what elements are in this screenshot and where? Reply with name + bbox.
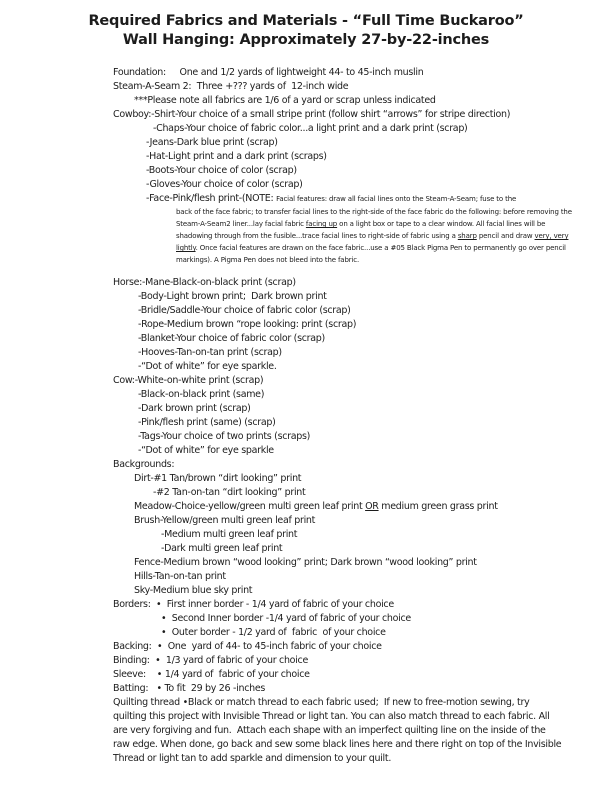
doc-line <box>138 444 612 458</box>
doc-line <box>138 416 612 430</box>
doc-line <box>113 276 612 290</box>
doc-line <box>176 218 612 230</box>
doc-line <box>113 80 612 94</box>
doc-text-segment: -Dark multi green leaf print <box>161 543 283 554</box>
doc-text-segment: Backgrounds: <box>113 459 175 470</box>
doc-line <box>113 374 612 388</box>
doc-line <box>161 612 612 626</box>
document-body <box>0 66 612 766</box>
doc-text-segment: Brush-Yellow/green multi green leaf print <box>134 515 316 526</box>
doc-line <box>134 556 612 570</box>
doc-text-segment: -Medium multi green leaf print <box>161 529 298 540</box>
doc-line <box>134 514 612 528</box>
doc-line <box>113 682 612 696</box>
doc-text-segment: back of the face fabric; to transfer facial lines to the right-side of the face fabric do the following: before removing the <box>176 208 572 216</box>
doc-line <box>113 640 612 654</box>
doc-text-segment: are very forgiving and fun. Attach each shape with an imperfect quilting line on the inside of the <box>113 725 546 736</box>
doc-text-segment: Thread or light tan to add sparkle and dimension to your quilt. <box>113 753 392 764</box>
doc-line <box>161 626 612 640</box>
doc-text-segment: raw edge. When done, go back and sew some black lines here and there right on top of the Invisible <box>113 739 562 750</box>
doc-text-segment: medium green grass print <box>378 501 498 512</box>
doc-text-segment: Sky-Medium blue sky print <box>134 585 253 596</box>
doc-line <box>161 542 612 556</box>
doc-line <box>146 136 612 150</box>
doc-text-segment: markings). A Pigma Pen does not bleed into the fabric. <box>176 256 360 264</box>
doc-text-segment: quilting this project with Invisible Thread or light tan. You can also match thread to each fabric. All <box>113 711 550 722</box>
doc-line <box>113 458 612 472</box>
doc-line <box>113 710 612 724</box>
doc-text-segment: -Black-on-black print (same) <box>138 389 265 400</box>
doc-line <box>161 528 612 542</box>
doc-text-segment: Fence-Medium brown “wood looking” print; Dark brown “wood looking” print <box>134 557 477 568</box>
doc-line <box>134 584 612 598</box>
doc-text-segment: -Boots-Your choice of color (scrap) <box>146 165 297 176</box>
doc-text-segment: -Body-Light brown print; Dark brown print <box>138 291 327 302</box>
doc-text-segment: -Jeans-Dark blue print (scrap) <box>146 137 278 148</box>
doc-text-segment: shadowing through from the fusible...trace facial lines to right-side of fabric using a <box>176 232 458 240</box>
doc-text-segment: -Hooves-Tan-on-tan print (scrap) <box>138 347 282 358</box>
doc-line <box>113 654 612 668</box>
doc-line <box>176 254 612 266</box>
doc-text-segment: • Second Inner border -1/4 yard of fabric of your choice <box>161 613 411 624</box>
doc-text-segment: ***Please note all fabrics are 1/6 of a yard or scrap unless indicated <box>134 95 436 106</box>
doc-line <box>113 668 612 682</box>
doc-line <box>138 332 612 346</box>
doc-line <box>113 598 612 612</box>
doc-text-segment: Quilting thread •Black or match thread to each fabric used; If new to free-motion sewing, try <box>113 697 530 708</box>
doc-line <box>113 696 612 710</box>
doc-text-segment: -Dark brown print (scrap) <box>138 403 251 414</box>
doc-text-segment: -Face-Pink/flesh print-(NOTE: <box>146 193 277 204</box>
doc-text-segment: Steam-A-Seam 2: Three +??? yards of 12-inch wide <box>113 81 349 92</box>
doc-text-segment: facing up <box>305 220 338 228</box>
doc-text-segment: Foundation: One and 1/2 yards of lightweight 44- to 45-inch muslin <box>113 67 424 78</box>
doc-text-segment: Sleeve: • 1/4 yard of fabric of your choice <box>113 669 310 680</box>
doc-text-segment: -Tags-Your choice of two prints (scraps) <box>138 431 311 442</box>
doc-text-segment: -#2 Tan-on-tan “dirt looking” print <box>153 487 306 498</box>
doc-text-segment: -“Dot of white” for eye sparkle. <box>138 361 277 372</box>
doc-line <box>138 402 612 416</box>
doc-text-segment: Binding: • 1/3 yard of fabric of your choice <box>113 655 309 666</box>
doc-line <box>134 472 612 486</box>
doc-text-segment: -Hat-Light print and a dark print (scraps) <box>146 151 327 162</box>
doc-line <box>138 318 612 332</box>
doc-text-segment: -Bridle/Saddle-Your choice of fabric color (scrap) <box>138 305 351 316</box>
doc-line <box>113 752 612 766</box>
doc-line <box>146 192 612 206</box>
doc-text-segment: sharp <box>457 232 477 240</box>
document-title-line2: Wall Hanging: Approximately 27-by-22-inches <box>122 32 490 48</box>
doc-text-segment: Hills-Tan-on-tan print <box>134 571 226 582</box>
doc-line <box>113 724 612 738</box>
doc-text-segment: pencil and draw <box>476 232 535 240</box>
doc-text-segment: -Rope-Medium brown “rope looking: print (scrap) <box>138 319 357 330</box>
doc-text-segment: on a light box or tape to a clear window. All facial lines will be <box>337 220 546 228</box>
doc-line <box>146 150 612 164</box>
doc-line <box>138 388 612 402</box>
doc-text-segment: Backing: • One yard of 44- to 45-inch fabric of your choice <box>113 641 382 652</box>
doc-line <box>153 486 612 500</box>
doc-line <box>134 570 612 584</box>
doc-text-segment: -Gloves-Your choice of color (scrap) <box>146 179 303 190</box>
doc-text-segment: Meadow-Choice-yellow/green multi green leaf print <box>134 501 366 512</box>
doc-text-segment: -Blanket-Your choice of fabric color (scrap) <box>138 333 325 344</box>
doc-line <box>138 290 612 304</box>
doc-line <box>146 164 612 178</box>
doc-line <box>138 360 612 374</box>
doc-text-segment: OR <box>365 501 379 512</box>
doc-line <box>176 206 612 218</box>
doc-line <box>176 242 612 254</box>
doc-line <box>153 122 612 136</box>
doc-text-segment: Horse:-Mane-Black-on-black print (scrap) <box>113 277 296 288</box>
doc-line <box>138 304 612 318</box>
doc-text-segment: Dirt-#1 Tan/brown “dirt looking” print <box>134 473 302 484</box>
doc-line <box>138 430 612 444</box>
doc-text-segment: Borders: • First inner border - 1/4 yard of fabric of your choice <box>113 599 394 610</box>
document-title <box>0 0 612 50</box>
doc-text-segment: Batting: • To fit 29 by 26 -inches <box>113 683 266 694</box>
doc-line <box>113 108 612 122</box>
doc-text-segment: -Pink/flesh print (same) (scrap) <box>138 417 276 428</box>
doc-text-segment: -Chaps-Your choice of fabric color...a light print and a dark print (scrap) <box>153 123 468 134</box>
doc-text-segment: Facial features: draw all facial lines onto the Steam-A-Seam; fuse to the <box>276 195 517 203</box>
doc-text-segment: • Outer border - 1/2 yard of fabric of your choice <box>161 627 386 638</box>
doc-text-segment: -“Dot of white” for eye sparkle <box>138 445 274 456</box>
doc-line <box>138 346 612 360</box>
doc-line <box>134 500 612 514</box>
doc-text-segment: Steam-A-Seam2 liner...lay facial fabric <box>176 220 306 228</box>
doc-line <box>113 738 612 752</box>
doc-text-segment: very, very <box>534 232 569 240</box>
doc-text-segment: . Once facial features are drawn on the face fabric...use a #05 Black Pigma Pen to permanently go over pencil <box>195 244 566 252</box>
doc-line <box>146 178 612 192</box>
doc-line <box>176 230 612 242</box>
doc-text-segment: Cow:-White-on-white print (scrap) <box>113 375 264 386</box>
doc-text-segment: Cowboy:-Shirt-Your choice of a small stripe print (follow shirt “arrows” for stripe direction) <box>113 109 511 120</box>
doc-text-segment: lightly <box>176 244 196 252</box>
doc-line <box>134 94 612 108</box>
document-title-line1: Required Fabrics and Materials - “Full Time Buckaroo” <box>88 13 524 29</box>
doc-line <box>113 66 612 80</box>
